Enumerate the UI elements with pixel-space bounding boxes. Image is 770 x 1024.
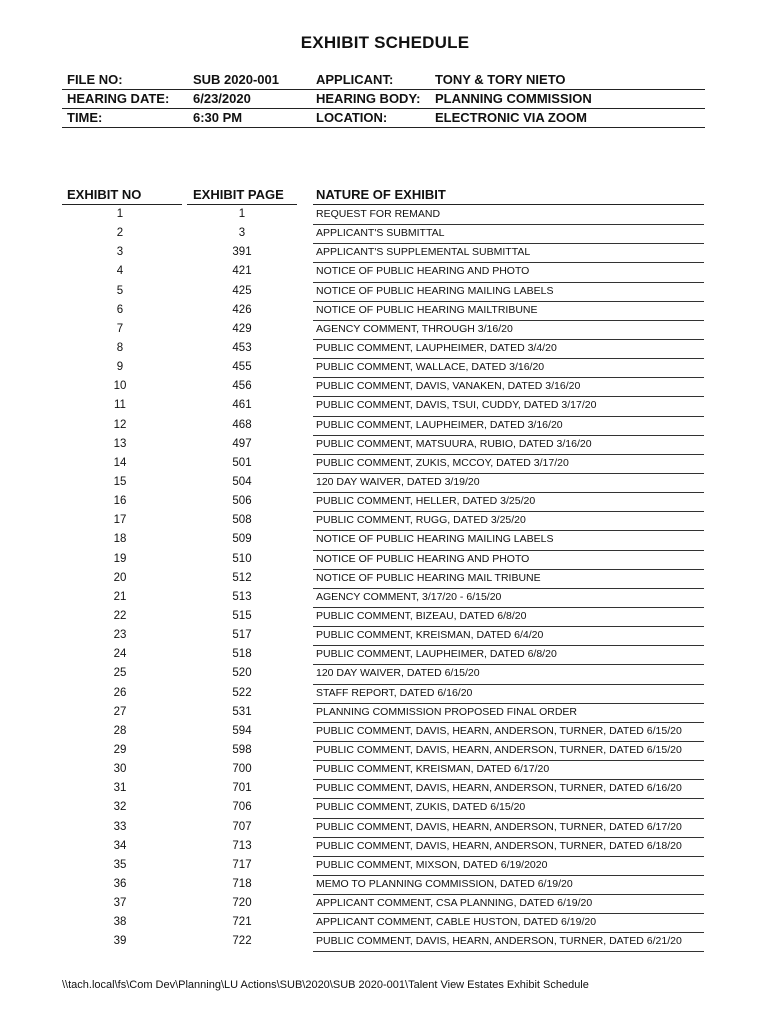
table-row bbox=[0, 665, 770, 684]
exhibit-page-cell: 522 bbox=[232, 686, 252, 699]
header-rule bbox=[62, 108, 705, 109]
time-label: TIME: bbox=[67, 110, 103, 125]
exhibit-nature-cell: NOTICE OF PUBLIC HEARING AND PHOTO bbox=[316, 552, 530, 565]
hearing-date-label: HEARING DATE: bbox=[67, 91, 170, 106]
exhibit-nature-cell: PUBLIC COMMENT, DAVIS, HEARN, ANDERSON, TURNER, DATED 6/18/20 bbox=[316, 839, 682, 852]
table-row bbox=[0, 914, 770, 933]
exhibit-no-cell: 10 bbox=[113, 380, 127, 393]
exhibit-page-cell: 510 bbox=[232, 552, 252, 565]
exhibit-nature-cell: PUBLIC COMMENT, ZUKIS, DATED 6/15/20 bbox=[316, 801, 526, 814]
table-row bbox=[0, 646, 770, 665]
exhibit-no-cell: 5 bbox=[116, 284, 124, 297]
exhibit-no-cell: 17 bbox=[113, 514, 127, 527]
exhibit-page-cell: 504 bbox=[232, 475, 252, 488]
exhibit-nature-cell: AGENCY COMMENT, THROUGH 3/16/20 bbox=[316, 322, 513, 335]
exhibit-page-cell: 461 bbox=[232, 399, 252, 412]
exhibit-page-cell: 700 bbox=[232, 763, 252, 776]
exhibit-no-cell: 25 bbox=[113, 667, 127, 680]
exhibit-nature-cell: APPLICANT'S SUBMITTAL bbox=[316, 227, 445, 240]
table-row bbox=[0, 436, 770, 455]
exhibit-no-cell: 34 bbox=[113, 839, 127, 852]
hearing-body-label: HEARING BODY: bbox=[316, 91, 421, 106]
time-value: 6:30 PM bbox=[193, 110, 243, 125]
exhibit-no-cell: 12 bbox=[113, 418, 127, 431]
exhibit-nature-cell: 120 DAY WAIVER, DATED 3/19/20 bbox=[316, 475, 480, 488]
exhibit-no-cell: 20 bbox=[113, 571, 127, 584]
exhibit-no-cell: 8 bbox=[116, 341, 124, 354]
exhibit-no-cell: 26 bbox=[113, 686, 127, 699]
exhibit-page-cell: 468 bbox=[232, 418, 252, 431]
table-row bbox=[0, 627, 770, 646]
table-row bbox=[0, 474, 770, 493]
exhibit-page-cell: 455 bbox=[232, 361, 252, 374]
exhibit-no-cell: 18 bbox=[113, 533, 127, 546]
table-row bbox=[0, 570, 770, 589]
col-header-nature: NATURE OF EXHIBIT bbox=[316, 187, 446, 202]
exhibit-nature-cell: PUBLIC COMMENT, LAUPHEIMER, DATED 3/4/20 bbox=[316, 341, 557, 354]
exhibit-page-cell: 518 bbox=[232, 648, 252, 661]
table-row bbox=[0, 838, 770, 857]
exhibit-page-cell: 721 bbox=[232, 916, 252, 929]
exhibit-no-cell: 30 bbox=[113, 763, 127, 776]
exhibit-nature-cell: STAFF REPORT, DATED 6/16/20 bbox=[316, 686, 473, 699]
exhibit-nature-cell: MEMO TO PLANNING COMMISSION, DATED 6/19/20 bbox=[316, 877, 573, 890]
exhibit-page-cell: 456 bbox=[232, 380, 252, 393]
exhibit-nature-cell: PUBLIC COMMENT, DAVIS, HEARN, ANDERSON, TURNER, DATED 6/15/20 bbox=[316, 724, 682, 737]
exhibit-no-cell: 38 bbox=[113, 916, 127, 929]
exhibit-page-cell: 509 bbox=[232, 533, 252, 546]
exhibit-nature-cell: PUBLIC COMMENT, DAVIS, TSUI, CUDDY, DATED 3/17/20 bbox=[316, 399, 597, 412]
applicant-value: TONY & TORY NIETO bbox=[435, 72, 566, 87]
col-header-exhibit-page: EXHIBIT PAGE bbox=[193, 187, 284, 202]
exhibit-page-cell: 713 bbox=[232, 839, 252, 852]
exhibit-page-cell: 594 bbox=[232, 724, 252, 737]
location-value: ELECTRONIC VIA ZOOM bbox=[435, 110, 587, 125]
table-row bbox=[0, 321, 770, 340]
table-row bbox=[0, 742, 770, 761]
exhibit-nature-cell: PUBLIC COMMENT, DAVIS, HEARN, ANDERSON, TURNER, DATED 6/21/20 bbox=[316, 935, 682, 948]
exhibit-no-cell: 11 bbox=[114, 399, 126, 412]
table-row bbox=[0, 263, 770, 282]
exhibit-page-cell: 598 bbox=[232, 743, 252, 756]
table-row bbox=[0, 704, 770, 723]
table-row bbox=[0, 283, 770, 302]
table-row bbox=[0, 551, 770, 570]
table-row bbox=[0, 206, 770, 225]
exhibit-nature-cell: AGENCY COMMENT, 3/17/20 - 6/15/20 bbox=[316, 590, 502, 603]
exhibit-no-cell: 29 bbox=[113, 743, 127, 756]
exhibit-page-cell: 497 bbox=[232, 437, 252, 450]
table-row bbox=[0, 225, 770, 244]
exhibit-page-cell: 506 bbox=[232, 495, 252, 508]
exhibit-page-cell: 1 bbox=[238, 208, 246, 220]
table-row bbox=[0, 340, 770, 359]
exhibit-page-cell: 706 bbox=[232, 801, 252, 814]
exhibit-page-cell: 425 bbox=[232, 284, 252, 297]
exhibit-nature-cell: PUBLIC COMMENT, DAVIS, HEARN, ANDERSON, TURNER, DATED 6/15/20 bbox=[316, 743, 682, 756]
exhibit-nature-cell: PUBLIC COMMENT, BIZEAU, DATED 6/8/20 bbox=[316, 609, 527, 622]
exhibit-nature-cell: APPLICANT COMMENT, CSA PLANNING, DATED 6/19/20 bbox=[316, 897, 593, 910]
table-row bbox=[0, 723, 770, 742]
exhibit-page-cell: 508 bbox=[232, 514, 252, 527]
exhibit-no-cell: 35 bbox=[113, 858, 127, 871]
exhibit-no-cell: 36 bbox=[113, 877, 127, 890]
exhibit-nature-cell: PUBLIC COMMENT, MIXSON, DATED 6/19/2020 bbox=[316, 858, 548, 871]
table-row bbox=[0, 512, 770, 531]
exhibit-page-cell: 720 bbox=[232, 897, 252, 910]
exhibit-nature-cell: REQUEST FOR REMAND bbox=[316, 208, 441, 220]
exhibit-page-cell: 429 bbox=[232, 322, 252, 335]
exhibit-no-cell: 37 bbox=[113, 897, 127, 910]
exhibit-nature-cell: APPLICANT'S SUPPLEMENTAL SUBMITTAL bbox=[316, 246, 531, 259]
file-path-footer: \\tach.local\fs\Com Dev\Planning\LU Actions\SUB\2020\SUB 2020-001\Talent View Estates Exhibit Schedule bbox=[62, 979, 589, 991]
exhibit-nature-cell: APPLICANT COMMENT, CABLE HUSTON, DATED 6/19/20 bbox=[316, 916, 597, 929]
exhibit-page-cell: 517 bbox=[232, 629, 252, 642]
col-header-rule bbox=[187, 204, 297, 205]
table-row bbox=[0, 780, 770, 799]
location-label: LOCATION: bbox=[316, 110, 388, 125]
exhibit-page-cell: 453 bbox=[232, 341, 252, 354]
exhibit-nature-cell: PUBLIC COMMENT, DAVIS, HEARN, ANDERSON, TURNER, DATED 6/16/20 bbox=[316, 782, 682, 795]
exhibit-nature-cell: PUBLIC COMMENT, MATSUURA, RUBIO, DATED 3/16/20 bbox=[316, 437, 592, 450]
table-row bbox=[0, 761, 770, 780]
table-row bbox=[0, 493, 770, 512]
hearing-body-value: PLANNING COMMISSION bbox=[435, 91, 592, 106]
exhibit-nature-cell: PUBLIC COMMENT, HELLER, DATED 3/25/20 bbox=[316, 495, 536, 508]
exhibit-no-cell: 21 bbox=[113, 590, 127, 603]
hearing-date-value: 6/23/2020 bbox=[193, 91, 251, 106]
exhibit-page-cell: 513 bbox=[232, 590, 252, 603]
exhibit-page-cell: 512 bbox=[232, 571, 252, 584]
table-row bbox=[0, 397, 770, 416]
header-rule bbox=[62, 127, 705, 128]
col-header-exhibit-no: EXHIBIT NO bbox=[67, 187, 142, 202]
exhibit-page-cell: 391 bbox=[232, 246, 252, 259]
table-row bbox=[0, 589, 770, 608]
exhibit-nature-cell: 120 DAY WAIVER, DATED 6/15/20 bbox=[316, 667, 480, 680]
col-header-rule bbox=[313, 204, 704, 205]
exhibit-no-cell: 27 bbox=[113, 705, 127, 718]
exhibit-no-cell: 22 bbox=[113, 609, 127, 622]
exhibit-nature-cell: NOTICE OF PUBLIC HEARING AND PHOTO bbox=[316, 265, 530, 278]
exhibit-nature-cell: PUBLIC COMMENT, KREISMAN, DATED 6/17/20 bbox=[316, 763, 550, 776]
file-no-label: FILE NO: bbox=[67, 72, 123, 87]
exhibit-nature-cell: PUBLIC COMMENT, DAVIS, VANAKEN, DATED 3/16/20 bbox=[316, 380, 581, 393]
exhibit-page-cell: 722 bbox=[232, 935, 252, 948]
exhibit-nature-cell: NOTICE OF PUBLIC HEARING MAIL TRIBUNE bbox=[316, 571, 541, 584]
table-row bbox=[0, 933, 770, 952]
exhibit-nature-cell: PUBLIC COMMENT, KREISMAN, DATED 6/4/20 bbox=[316, 629, 544, 642]
table-row bbox=[0, 876, 770, 895]
table-row bbox=[0, 819, 770, 838]
row-rule bbox=[313, 951, 704, 952]
table-row bbox=[0, 685, 770, 704]
exhibit-page-cell: 717 bbox=[232, 858, 252, 871]
table-row bbox=[0, 799, 770, 818]
exhibit-no-cell: 16 bbox=[113, 495, 127, 508]
col-header-rule bbox=[62, 204, 182, 205]
table-row bbox=[0, 608, 770, 627]
table-row bbox=[0, 302, 770, 321]
exhibit-no-cell: 33 bbox=[113, 820, 127, 833]
exhibit-page-cell: 531 bbox=[232, 705, 252, 718]
exhibit-nature-cell: PUBLIC COMMENT, ZUKIS, MCCOY, DATED 3/17/20 bbox=[316, 456, 569, 469]
file-no-value: SUB 2020-001 bbox=[193, 72, 279, 87]
table-row bbox=[0, 244, 770, 263]
exhibit-page-cell: 701 bbox=[232, 782, 252, 795]
exhibit-table bbox=[0, 206, 770, 952]
exhibit-page-cell: 707 bbox=[232, 820, 252, 833]
exhibit-nature-cell: NOTICE OF PUBLIC HEARING MAILING LABELS bbox=[316, 284, 554, 297]
exhibit-no-cell: 14 bbox=[113, 456, 127, 469]
table-row bbox=[0, 378, 770, 397]
exhibit-no-cell: 31 bbox=[113, 782, 127, 795]
table-row bbox=[0, 857, 770, 876]
exhibit-no-cell: 24 bbox=[113, 648, 127, 661]
exhibit-no-cell: 19 bbox=[113, 552, 127, 565]
page-title: EXHIBIT SCHEDULE bbox=[300, 33, 470, 52]
exhibit-no-cell: 1 bbox=[116, 208, 124, 220]
exhibit-no-cell: 4 bbox=[116, 265, 124, 278]
exhibit-no-cell: 9 bbox=[116, 361, 124, 374]
exhibit-page-cell: 501 bbox=[232, 456, 252, 469]
exhibit-page-cell: 718 bbox=[232, 877, 252, 890]
table-row bbox=[0, 895, 770, 914]
exhibit-nature-cell: PUBLIC COMMENT, DAVIS, HEARN, ANDERSON, TURNER, DATED 6/17/20 bbox=[316, 820, 682, 833]
table-row bbox=[0, 417, 770, 436]
table-row bbox=[0, 359, 770, 378]
exhibit-nature-cell: NOTICE OF PUBLIC HEARING MAILING LABELS bbox=[316, 533, 554, 546]
exhibit-no-cell: 7 bbox=[116, 322, 124, 335]
exhibit-page-cell: 515 bbox=[232, 609, 252, 622]
exhibit-no-cell: 23 bbox=[113, 629, 127, 642]
exhibit-no-cell: 6 bbox=[116, 303, 124, 316]
exhibit-page-cell: 3 bbox=[238, 227, 246, 240]
exhibit-nature-cell: PUBLIC COMMENT, LAUPHEIMER, DATED 3/16/20 bbox=[316, 418, 563, 431]
exhibit-nature-cell: PLANNING COMMISSION PROPOSED FINAL ORDER bbox=[316, 705, 577, 718]
applicant-label: APPLICANT: bbox=[316, 72, 394, 87]
exhibit-page-cell: 426 bbox=[232, 303, 252, 316]
exhibit-no-cell: 3 bbox=[116, 246, 124, 259]
exhibit-page-cell: 520 bbox=[232, 667, 252, 680]
exhibit-no-cell: 32 bbox=[113, 801, 127, 814]
exhibit-no-cell: 15 bbox=[113, 475, 127, 488]
exhibit-nature-cell: PUBLIC COMMENT, RUGG, DATED 3/25/20 bbox=[316, 514, 526, 527]
table-row bbox=[0, 455, 770, 474]
table-row bbox=[0, 531, 770, 550]
exhibit-page-cell: 421 bbox=[232, 265, 252, 278]
exhibit-nature-cell: PUBLIC COMMENT, LAUPHEIMER, DATED 6/8/20 bbox=[316, 648, 557, 661]
exhibit-nature-cell: PUBLIC COMMENT, WALLACE, DATED 3/16/20 bbox=[316, 361, 545, 374]
exhibit-no-cell: 13 bbox=[113, 437, 127, 450]
exhibit-nature-cell: NOTICE OF PUBLIC HEARING MAILTRIBUNE bbox=[316, 303, 538, 316]
exhibit-no-cell: 2 bbox=[116, 227, 124, 240]
exhibit-no-cell: 39 bbox=[113, 935, 127, 948]
exhibit-no-cell: 28 bbox=[113, 724, 127, 737]
header-rule bbox=[62, 89, 705, 90]
